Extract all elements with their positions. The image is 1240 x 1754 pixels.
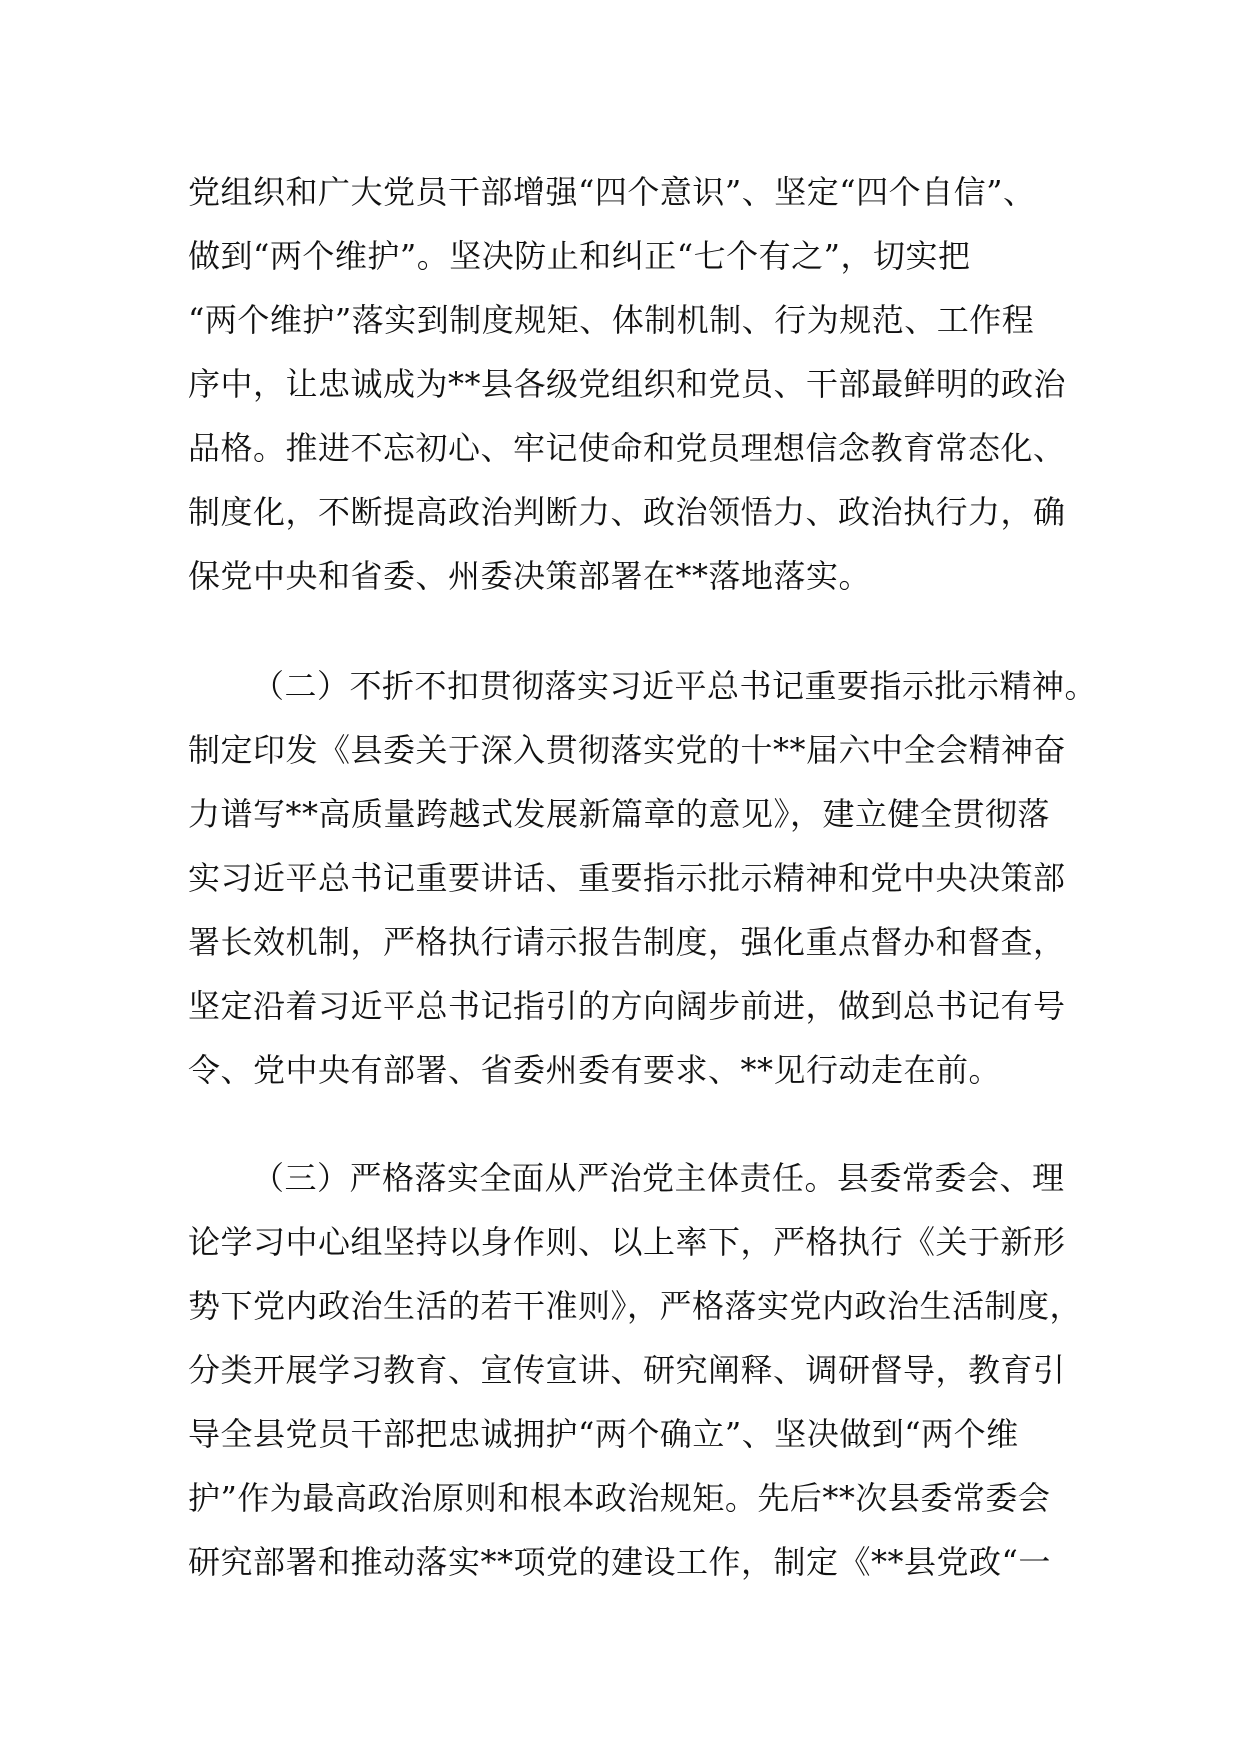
text-line: 党组织和广大党员干部增强“四个意识”、坚定“四个自信”、 [188,173,1036,211]
paragraph-1 [188,160,1068,608]
text-line: 坚定沿着习近平总书记指引的方向阔步前进，做到总书记有号 [188,987,1066,1025]
text-line: 做到“两个维护”。坚决防止和纠正“七个有之”，切实把 [188,237,971,275]
text-line: 护”作为最高政治原则和根本政治规矩。先后**次县委常委会 [188,1479,1051,1517]
text-line: 保党中央和省委、州委决策部署在**落地落实。 [188,557,872,595]
section-heading-line: （三）严格落实全面从严治党主体责任。县委常委会、理 [252,1159,1065,1197]
section-heading-line: （二）不折不扣贯彻落实习近平总书记重要指示批示精神。 [252,667,1098,705]
text-line: 制定印发《县委关于深入贯彻落实党的十**届六中全会精神奋 [188,731,1067,769]
text-line: 实习近平总书记重要讲话、重要指示批示精神和党中央决策部 [188,859,1066,897]
text-line: 品格。推进不忘初心、牢记使命和党员理想信念教育常态化、 [188,429,1066,467]
text-line: 分类开展学习教育、宣传宣讲、研究阐释、调研督导，教育引 [188,1351,1066,1389]
text-line: 制度化，不断提高政治判断力、政治领悟力、政治执行力，确 [188,493,1066,531]
text-line: 导全县党员干部把忠诚拥护“两个确立”、坚决做到“两个维 [188,1415,1019,1453]
paragraph-3 [188,1146,1083,1594]
text-line: 力谱写**高质量跨越式发展新篇章的意见》，建立健全贯彻落 [188,795,1051,833]
text-line: 研究部署和推动落实**项党的建设工作，制定《**县党政“一 [188,1543,1051,1581]
text-line: 势下党内政治生活的若干准则》，严格落实党内政治生活制度， [188,1287,1083,1325]
text-line: 令、党中央有部署、省委州委有要求、**见行动走在前。 [188,1051,1002,1089]
text-line: 序中，让忠诚成为**县各级党组织和党员、干部最鲜明的政治 [188,365,1067,403]
text-line: 论学习中心组坚持以身作则、以上率下，严格执行《关于新形 [188,1223,1066,1261]
paragraph-2 [188,654,1098,1102]
text-line: “两个维护”落实到制度规矩、体制机制、行为规范、工作程 [188,301,1035,339]
text-line: 署长效机制，严格执行请示报告制度，强化重点督办和督查， [188,923,1066,961]
